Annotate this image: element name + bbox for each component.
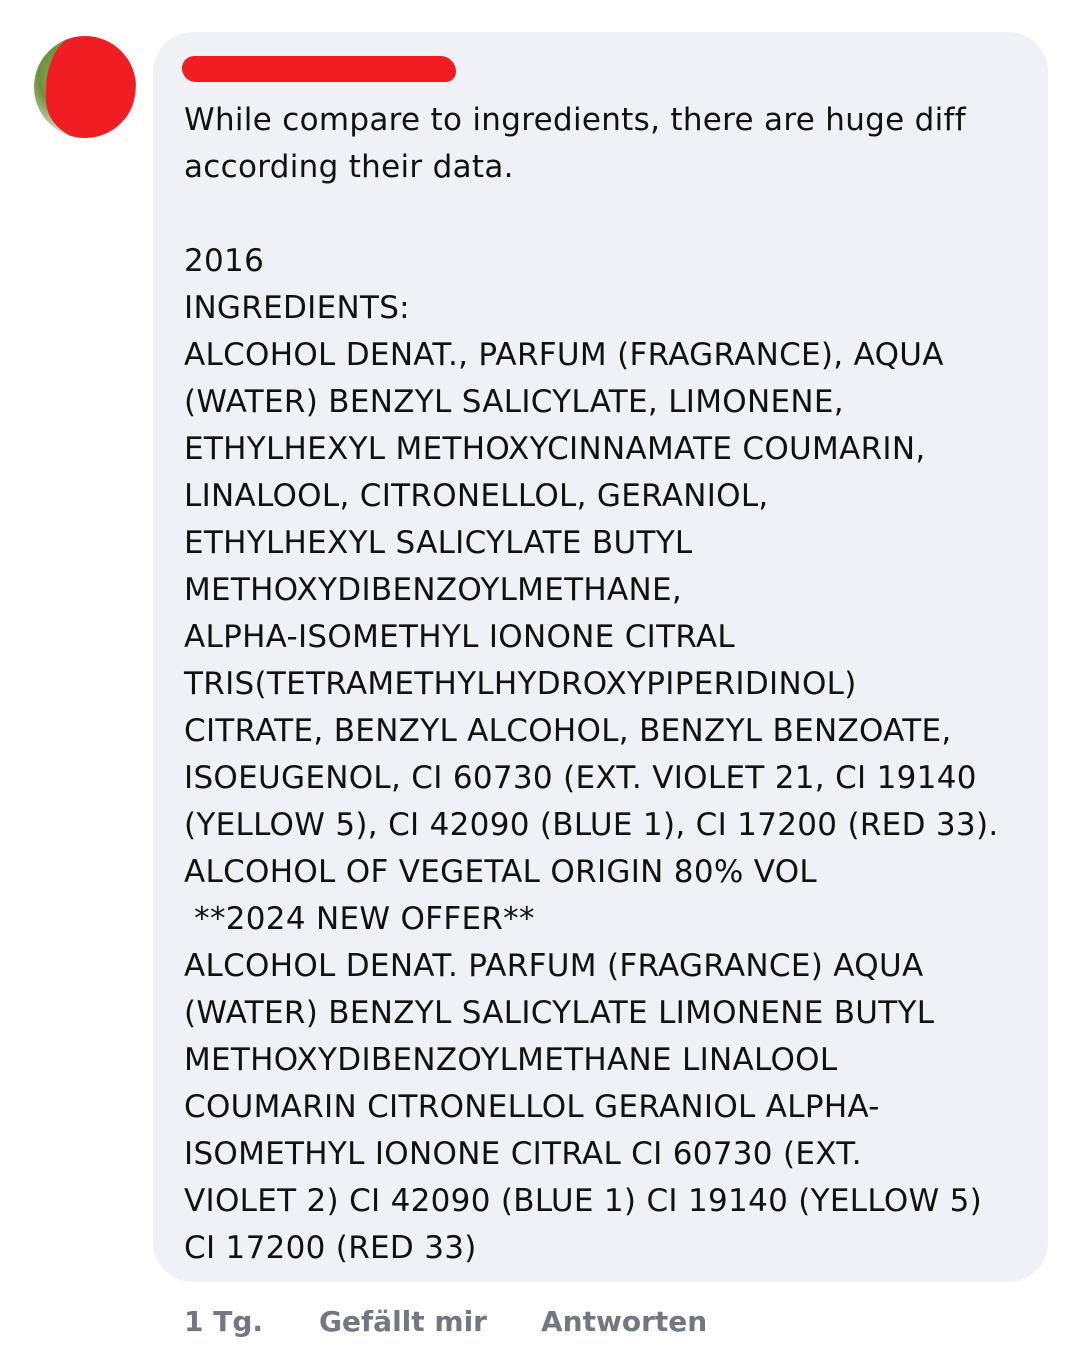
- comment-line: TRIS(TETRAMETHYLHYDROXYPIPERIDINOL): [184, 666, 857, 702]
- comment-line: ISOMETHYL IONONE CITRAL CI 60730 (EXT.: [184, 1136, 862, 1172]
- comment-line: ETHYLHEXYL SALICYLATE BUTYL: [184, 525, 693, 561]
- comment-text: [184, 97, 1034, 1272]
- comment-actions: [184, 1302, 707, 1342]
- comment-line: LINALOOL, CITRONELLOL, GERANIOL,: [184, 478, 769, 514]
- comment-line: INGREDIENTS:: [184, 290, 410, 326]
- comment-line: **2024 NEW OFFER**: [184, 901, 535, 937]
- comment-line: (WATER) BENZYL SALICYLATE, LIMONENE,: [184, 384, 844, 420]
- comment-line: ETHYLHEXYL METHOXYCINNAMATE COUMARIN,: [184, 431, 926, 467]
- comment-line: according their data.: [184, 149, 514, 185]
- comment-line: ALCOHOL DENAT., PARFUM (FRAGRANCE), AQUA: [184, 337, 944, 373]
- comment-line: ALPHA-ISOMETHYL IONONE CITRAL: [184, 619, 736, 655]
- comment-line: ISOEUGENOL, CI 60730 (EXT. VIOLET 21, CI 19140: [184, 760, 977, 796]
- comment-line: METHOXYDIBENZOYLMETHANE,: [184, 572, 682, 608]
- reply-button[interactable]: Antworten: [540, 1305, 708, 1338]
- like-button[interactable]: Gefällt mir: [319, 1305, 487, 1338]
- comment-line: CI 17200 (RED 33): [184, 1230, 477, 1266]
- comment-line: CITRATE, BENZYL ALCOHOL, BENZYL BENZOATE,: [184, 713, 952, 749]
- comment-line: METHOXYDIBENZOYLMETHANE LINALOOL: [184, 1042, 838, 1078]
- comment-line: ALCOHOL DENAT. PARFUM (FRAGRANCE) AQUA: [184, 948, 924, 984]
- comment-line: VIOLET 2) CI 42090 (BLUE 1) CI 19140 (YELLOW 5): [184, 1183, 983, 1219]
- comment-line: (YELLOW 5), CI 42090 (BLUE 1), CI 17200 (RED 33).: [184, 807, 999, 843]
- comment-timestamp[interactable]: 1 Tg.: [184, 1305, 264, 1338]
- avatar[interactable]: [34, 36, 136, 138]
- comment-line: (WATER) BENZYL SALICYLATE LIMONENE BUTYL: [184, 995, 935, 1031]
- redaction-mark: [46, 36, 136, 138]
- redacted-author-name[interactable]: [182, 56, 456, 82]
- comment-line: 2016: [184, 243, 265, 279]
- blank-line: [184, 191, 1034, 238]
- comment-line: While compare to ingredients, there are huge diff: [184, 102, 966, 138]
- comment-line: COUMARIN CITRONELLOL GERANIOL ALPHA-: [184, 1089, 880, 1125]
- comment-line: ALCOHOL OF VEGETAL ORIGIN 80% VOL: [184, 854, 817, 890]
